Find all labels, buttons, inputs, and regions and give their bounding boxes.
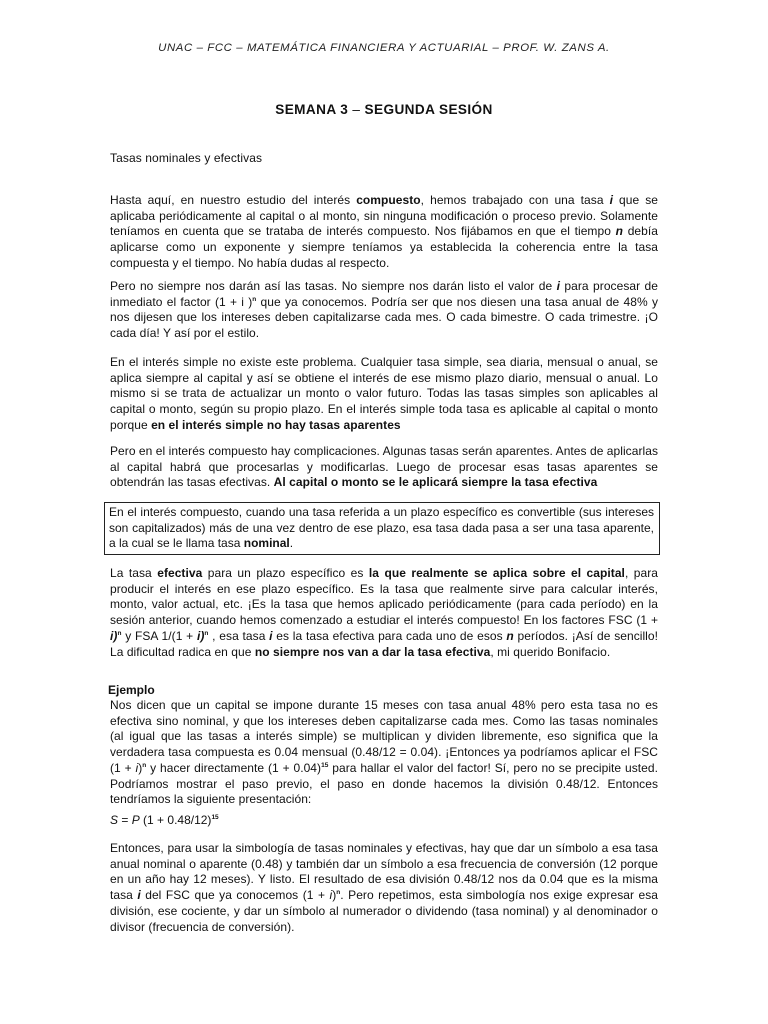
formula-p: P <box>131 813 140 827</box>
title-dash: – <box>352 102 361 117</box>
p3-bold: en el interés simple no hay tasas aparentes <box>151 417 401 432</box>
p6-text-a: Entonces, para usar la simbología de tasas nominales y efectivas, hay que dar un símbolo a esa tasa anual nominal o aparente (0.48) y también dar un símbolo a esa frecuencia de conversión (12 porque en un año hay 12 meses). Y listo. El resultado de esa división 0.48/12 nos da 0.04 que es la misma tasa <box>110 841 658 903</box>
page-header: UNAC – FCC – MATEMÁTICA FINANCIERA Y ACTUARIAL – PROF. W. ZANS A. <box>158 42 610 54</box>
p6-symbol-i: i <box>137 888 141 903</box>
p6-text-d: . Pero repetimos, esta simbología nos exige expresar esa división, ese cociente, y dar un símbolo al numerador o dividendo (tasa nominal) y al denominador o divisor (frecuencia de conversión). <box>110 888 658 934</box>
p5-symbol-i: i <box>269 628 273 643</box>
p5-text-e: , para producir el interés en ese plazo específico. Es la tasa que realmente sirve para calcular interés, monto, valor actual, etc. ¡Es la tasa que hemos aplicado periódicamente (para cada período) en la sesión anterior, cuando hemos comenzado a estudiar el interés compuesto! En los factores FSC (1 + <box>110 566 658 628</box>
p5-fsa-i: i) <box>196 628 205 643</box>
p5-fsc-i: i) <box>110 628 118 643</box>
section-subtitle: Tasas nominales y efectivas <box>110 151 263 165</box>
p5-text-c: para un plazo específico es <box>202 566 369 580</box>
formula-eq: = <box>118 813 132 827</box>
p6-text-c: ) <box>332 888 337 903</box>
p5-text-o: es la tasa efectiva para cada uno de esos <box>272 628 507 643</box>
box-text-a: En el interés compuesto, cuando una tasa referida a un plazo específico es convertible (sus intereses son capitalizados) más de una vez dentro de ese plazo, esa tasa dada pasa a ser una tasa aparente, a la cual se le llama tasa <box>109 505 654 551</box>
p5-text-r: períodos. ¡Así de sencillo! La dificultad radica en que <box>110 628 658 659</box>
ex-text-d: para hallar el valor del factor! Sí, pero no se precipite usted. Podríamos mostrar el paso previo, el paso en donde hacemos la división 0.48/12. Entonces tendríamos la siguiente presentación: <box>110 760 658 807</box>
ex-text-c: y hacer directamente (1 + 0.04) <box>146 760 322 775</box>
formula-exp: 15 <box>211 814 219 821</box>
example-paragraph <box>110 698 658 808</box>
p1-text-a: Hasta aquí, en nuestro estudio del interés <box>110 193 357 207</box>
p5-text-t: , mi querido Bonifacio. <box>490 644 611 659</box>
ex-text-b: ) <box>138 760 143 775</box>
example-heading: Ejemplo <box>108 683 155 697</box>
p6-text-b: del FSC que ya conocemos (1 + <box>140 888 330 903</box>
p1-bold-compuesto: compuesto <box>356 193 421 207</box>
p2-text-a: Pero no siempre nos darán así las tasas. No siempre nos darán listo el valor de <box>110 279 557 293</box>
page-title <box>0 102 768 117</box>
p1-symbol-n: n <box>615 224 624 239</box>
formula <box>110 813 219 827</box>
p5-text-a: La tasa <box>110 566 158 580</box>
title-right: SEGUNDA SESIÓN <box>364 102 493 117</box>
formula-s: S <box>110 813 119 827</box>
p1-text-d: que se aplicaba periódicamente al capital o al monto, sin ninguna modificación o proceso previo. Solamente teníamos en cuenta que se trataba de interés compuesto. Nos fijábamos en que el tiempo <box>110 193 659 239</box>
paragraph-2 <box>110 279 658 342</box>
p2-exponent-n: n <box>252 295 257 303</box>
p5-text-h: y FSA 1/(1 + <box>121 628 197 643</box>
ex-exp-15: 15 <box>321 761 329 769</box>
p6-exp-n: n <box>336 889 341 897</box>
p2-text-b: para procesar de inmediato el factor (1 + i ) <box>110 279 658 309</box>
p5-symbol-n: n <box>506 628 514 643</box>
p6-symbol-i2: i <box>329 888 333 903</box>
ex-text-a: Nos dicen que un capital se impone durante 15 meses con tasa anual 48% pero esta tasa no es efectiva sino nominal, y que los intereses deben capitalizarse cada mes. Como las tasas nominales (al igual que las tasas a interés simple) se multiplican y dividen libremente, eso significa que la verdadera tasa compuesta es 0.04 mensual (0.48/12 = 0.04). ¡Entonces ya podríamos aplicar el FSC (1 + <box>110 698 658 775</box>
p1-symbol-i: i <box>609 193 613 207</box>
paragraph-3 <box>110 355 658 434</box>
box-bold-nominal: nominal <box>243 536 290 551</box>
paragraph-1 <box>110 193 658 272</box>
p5-bold-realmente: la que realmente se aplica sobre el capital <box>368 566 625 580</box>
p3-text-a: En el interés simple no existe este problema. Cualquier tasa simple, sea diaria, mensual o anual, se aplica siempre al capital y así se obtiene el interés de ese mismo plazo diario, mensual o anual. Lo mismo si se trata de actualizar un monto o valor futuro. Todas las tasas simples son aplicables al capital o monto, según su propio plazo. En el interés simple toda tasa es aplicable al capital o monto porque <box>110 355 658 432</box>
p1-text-c: , hemos trabajado con una tasa <box>420 193 610 207</box>
formula-rest: (1 + 0.48/12) <box>139 813 212 827</box>
p5-text-l: , esa tasa <box>208 628 270 643</box>
paragraph-6 <box>110 841 658 935</box>
p5-fsc-exp: n <box>117 629 122 637</box>
paragraph-4 <box>110 444 658 491</box>
title-left: SEMANA 3 <box>275 102 349 117</box>
p5-fsa-exp: n <box>204 629 209 637</box>
p2-symbol-i: i <box>556 279 561 293</box>
definition-box <box>104 502 660 555</box>
p4-bold: Al capital o monto se le aplicará siempre la tasa efectiva <box>273 475 598 490</box>
ex-symbol-i: i <box>135 760 139 775</box>
ex-exp-n: n <box>142 761 147 769</box>
box-text-c: . <box>289 536 294 551</box>
paragraph-5 <box>110 566 658 660</box>
p5-bold-no-siempre: no siempre nos van a dar la tasa efectiva <box>254 644 491 659</box>
p5-bold-efectiva: efectiva <box>157 566 203 580</box>
p4-text-a: Pero en el interés compuesto hay complicaciones. Algunas tasas serán aparentes. Antes de aplicarlas al capital habrá que procesarlas y modificarlas. Luego de procesar esas tasas aparentes se obtendrán las tasas efectivas. <box>110 444 658 490</box>
p1-text-e: debía aplicarse como un exponente y siempre teníamos ya establecida la coherencia entre la tasa compuesta y el tiempo. No había dudas al respecto. <box>110 224 658 270</box>
p2-text-c: que ya conocemos. Podría ser que nos diesen una tasa anual de 48% y nos dijesen que los intereses deben capitalizarse cada mes. O cada bimestre. O cada trimestre. ¡O cada día! Y así por el estilo. <box>110 294 658 341</box>
